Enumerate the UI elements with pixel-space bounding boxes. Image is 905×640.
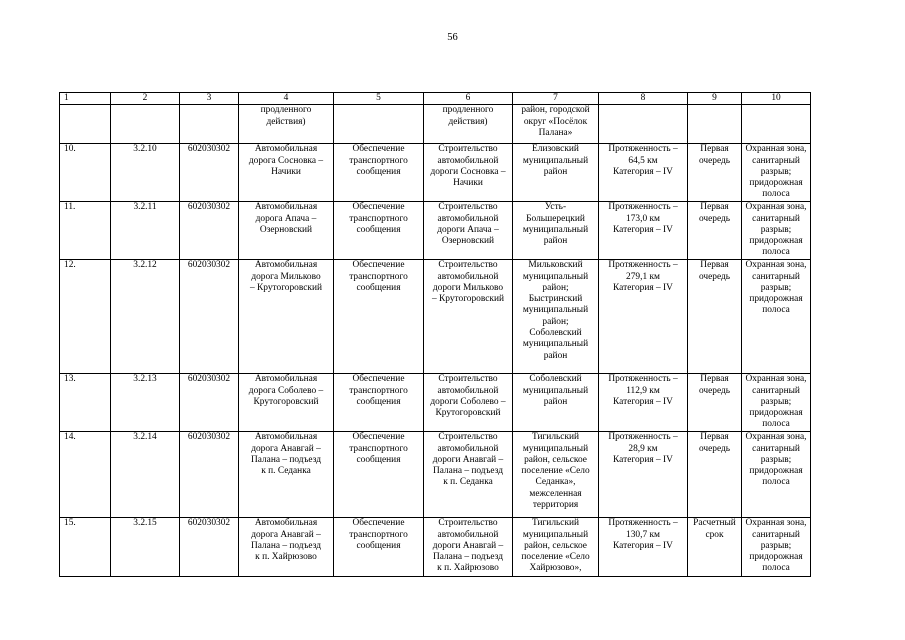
object-name-cell-line: Автомобильная bbox=[254, 202, 318, 213]
object-name-cell-line: дорога Мильково bbox=[251, 271, 321, 282]
location-cell-line: муниципальный bbox=[522, 155, 589, 166]
location-cell-line: район bbox=[543, 236, 568, 247]
continuation-cell bbox=[513, 105, 599, 144]
object-table bbox=[59, 92, 811, 577]
object-name-cell-line: Начики bbox=[271, 166, 301, 177]
id-cell: 602030302 bbox=[180, 202, 239, 260]
purpose-cell-line: транспортного bbox=[349, 213, 408, 224]
specs-cell-line: Протяженность – bbox=[608, 374, 678, 385]
zone-cell-line: полоса bbox=[762, 247, 790, 258]
purpose-cell-line: сообщения bbox=[356, 540, 401, 551]
specs-cell-line: Категория – IV bbox=[613, 540, 673, 551]
table-row bbox=[60, 260, 811, 374]
purpose-cell-line: Обеспечение bbox=[352, 202, 405, 213]
work-cell-line: автомобильной bbox=[437, 529, 499, 540]
work-cell-line: Строительство bbox=[438, 432, 498, 443]
code-cell: 3.2.15 bbox=[111, 518, 180, 577]
work-cell bbox=[424, 144, 513, 202]
column-number-header: 5 bbox=[334, 93, 424, 105]
table-row bbox=[60, 144, 811, 202]
specs-cell-line: Протяженность – bbox=[608, 518, 678, 529]
zone-cell bbox=[742, 518, 811, 577]
work-cell-line: – Крутогоровский bbox=[432, 294, 504, 305]
location-cell-line: район; bbox=[542, 282, 569, 293]
purpose-cell bbox=[334, 374, 424, 432]
specs-cell-line: 173,0 км bbox=[626, 213, 660, 224]
row-number-cell: 14. bbox=[60, 432, 111, 518]
location-cell-line: Быстринский bbox=[528, 294, 583, 305]
stage-cell bbox=[688, 202, 742, 260]
work-cell-line: дороги Сосновка – bbox=[430, 166, 506, 177]
zone-cell-line: санитарный bbox=[752, 155, 800, 166]
code-cell: 3.2.11 bbox=[111, 202, 180, 260]
work-cell-line: автомобильной bbox=[437, 443, 499, 454]
zone-cell-line: придорожная bbox=[749, 294, 803, 305]
location-cell bbox=[513, 202, 599, 260]
location-cell-line: Елизовский bbox=[532, 144, 579, 155]
location-cell-line: муниципальный bbox=[522, 271, 589, 282]
purpose-cell bbox=[334, 260, 424, 374]
work-cell-line: Строительство bbox=[438, 518, 498, 529]
purpose-cell-line: сообщения bbox=[356, 454, 401, 465]
zone-cell-line: придорожная bbox=[749, 466, 803, 477]
purpose-cell-line: Обеспечение bbox=[352, 518, 405, 529]
work-cell-line: к п. Хайрюзово bbox=[437, 563, 499, 574]
location-cell-line: Седанка», bbox=[535, 477, 576, 488]
zone-cell-line: Охранная зона, bbox=[745, 374, 807, 385]
zone-cell-line: санитарный bbox=[752, 271, 800, 282]
zone-cell-line: санитарный bbox=[752, 443, 800, 454]
continuation-cell bbox=[688, 105, 742, 144]
purpose-cell-line: Обеспечение bbox=[352, 260, 405, 271]
zone-cell-line: полоса bbox=[762, 477, 790, 488]
work-cell-line: дороги Апача – bbox=[437, 224, 499, 235]
id-cell: 602030302 bbox=[180, 260, 239, 374]
location-cell-line: муниципальный bbox=[522, 443, 589, 454]
continuation-row bbox=[60, 105, 811, 144]
work-cell bbox=[424, 202, 513, 260]
continuation-cell bbox=[424, 105, 513, 144]
specs-cell-line: Категория – IV bbox=[613, 166, 673, 177]
work-cell-line: дороги Анавгай – bbox=[432, 540, 504, 551]
specs-cell-line: 130,7 км bbox=[626, 529, 660, 540]
continuation-cell-line: продленного bbox=[442, 105, 494, 116]
location-cell-line: район, сельское bbox=[524, 454, 587, 465]
zone-cell-line: полоса bbox=[762, 563, 790, 574]
work-cell-line: дороги Соболево – bbox=[430, 396, 506, 407]
specs-cell-line: Категория – IV bbox=[613, 282, 673, 293]
object-name-cell-line: к п. Седанка bbox=[261, 466, 311, 477]
object-name-cell-line: Автомобильная bbox=[254, 518, 318, 529]
column-number-header: 4 bbox=[239, 93, 334, 105]
zone-cell-line: разрыв; bbox=[760, 224, 792, 235]
stage-cell bbox=[688, 144, 742, 202]
location-cell-line: Тигильский bbox=[531, 432, 580, 443]
work-cell-line: автомобильной bbox=[437, 385, 499, 396]
code-cell: 3.2.12 bbox=[111, 260, 180, 374]
stage-cell bbox=[688, 260, 742, 374]
specs-cell-line: 64,5 км bbox=[628, 155, 658, 166]
id-cell: 602030302 bbox=[180, 144, 239, 202]
stage-cell-line: очередь bbox=[698, 443, 731, 454]
specs-cell-line: Категория – IV bbox=[613, 454, 673, 465]
stage-cell-line: очередь bbox=[698, 385, 731, 396]
stage-cell-line: Первая bbox=[700, 374, 729, 385]
column-number-header: 10 bbox=[742, 93, 811, 105]
zone-cell-line: разрыв; bbox=[760, 454, 792, 465]
work-cell-line: дороги Мильково bbox=[432, 282, 504, 293]
location-cell-line: поселение «Село bbox=[521, 466, 590, 477]
specs-cell-line: Протяженность – bbox=[608, 432, 678, 443]
row-number-cell: 11. bbox=[60, 202, 111, 260]
purpose-cell-line: сообщения bbox=[356, 396, 401, 407]
specs-cell bbox=[599, 260, 688, 374]
location-cell-line: район; bbox=[542, 316, 569, 327]
purpose-cell-line: транспортного bbox=[349, 385, 408, 396]
column-number-header: 9 bbox=[688, 93, 742, 105]
zone-cell-line: Охранная зона, bbox=[745, 202, 807, 213]
object-name-cell-line: Палана – подъезд bbox=[250, 454, 322, 465]
code-cell: 3.2.14 bbox=[111, 432, 180, 518]
continuation-cell-line: Палана» bbox=[538, 127, 573, 138]
work-cell-line: дороги Анавгай – bbox=[432, 454, 504, 465]
column-number-header: 1 bbox=[60, 93, 111, 105]
stage-cell bbox=[688, 432, 742, 518]
column-number-header: 7 bbox=[513, 93, 599, 105]
row-number-cell: 15. bbox=[60, 518, 111, 577]
purpose-cell bbox=[334, 518, 424, 577]
location-cell-line: район bbox=[543, 396, 568, 407]
stage-cell-line: Первая bbox=[700, 202, 729, 213]
purpose-cell-line: транспортного bbox=[349, 271, 408, 282]
continuation-cell-line: район, городской bbox=[521, 105, 590, 116]
work-cell-line: Строительство bbox=[438, 144, 498, 155]
purpose-cell bbox=[334, 144, 424, 202]
specs-cell bbox=[599, 374, 688, 432]
table-row bbox=[60, 432, 811, 518]
specs-cell bbox=[599, 518, 688, 577]
object-name-cell-line: к п. Хайрюзово bbox=[255, 552, 317, 563]
table-row bbox=[60, 202, 811, 260]
stage-cell-line: срок bbox=[705, 529, 724, 540]
page-number: 56 bbox=[447, 32, 458, 43]
zone-cell-line: Охранная зона, bbox=[745, 518, 807, 529]
object-name-cell-line: Крутогоровский bbox=[253, 396, 319, 407]
object-name-cell-line: Палана – подъезд bbox=[250, 540, 322, 551]
object-name-cell-line: дорога Сосновка – bbox=[248, 155, 324, 166]
work-cell-line: Строительство bbox=[438, 260, 498, 271]
continuation-cell bbox=[111, 105, 180, 144]
specs-cell-line: 112,9 км bbox=[626, 385, 660, 396]
location-cell-line: Хайрюзово», bbox=[529, 563, 582, 574]
location-cell-line: район, сельское bbox=[524, 540, 587, 551]
stage-cell-line: Расчетный bbox=[693, 518, 736, 529]
zone-cell-line: придорожная bbox=[749, 178, 803, 189]
continuation-cell bbox=[599, 105, 688, 144]
zone-cell-line: санитарный bbox=[752, 529, 800, 540]
table-row bbox=[60, 518, 811, 577]
stage-cell-line: очередь bbox=[698, 155, 731, 166]
location-cell-line: Усть- bbox=[544, 202, 567, 213]
zone-cell-line: Охранная зона, bbox=[745, 144, 807, 155]
work-cell bbox=[424, 374, 513, 432]
id-cell: 602030302 bbox=[180, 374, 239, 432]
code-cell: 3.2.13 bbox=[111, 374, 180, 432]
location-cell bbox=[513, 432, 599, 518]
table-row bbox=[60, 374, 811, 432]
purpose-cell bbox=[334, 202, 424, 260]
object-name-cell bbox=[239, 518, 334, 577]
purpose-cell-line: транспортного bbox=[349, 155, 408, 166]
zone-cell-line: разрыв; bbox=[760, 396, 792, 407]
purpose-cell-line: Обеспечение bbox=[352, 144, 405, 155]
work-cell bbox=[424, 432, 513, 518]
purpose-cell-line: Обеспечение bbox=[352, 374, 405, 385]
continuation-cell bbox=[60, 105, 111, 144]
column-number-header: 3 bbox=[180, 93, 239, 105]
purpose-cell-line: сообщения bbox=[356, 224, 401, 235]
object-name-cell bbox=[239, 432, 334, 518]
column-number-header: 8 bbox=[599, 93, 688, 105]
specs-cell bbox=[599, 432, 688, 518]
location-cell-line: муниципальный bbox=[522, 224, 589, 235]
continuation-cell-line: действия) bbox=[448, 116, 488, 127]
work-cell-line: автомобильной bbox=[437, 213, 499, 224]
location-cell-line: Соболевский bbox=[529, 374, 582, 385]
continuation-cell bbox=[180, 105, 239, 144]
zone-cell-line: санитарный bbox=[752, 385, 800, 396]
zone-cell-line: придорожная bbox=[749, 408, 803, 419]
object-name-cell-line: дорога Соболево – bbox=[248, 385, 324, 396]
continuation-cell bbox=[334, 105, 424, 144]
row-number-cell: 10. bbox=[60, 144, 111, 202]
id-cell: 602030302 bbox=[180, 518, 239, 577]
object-name-cell-line: Озерновский bbox=[259, 224, 313, 235]
location-cell bbox=[513, 374, 599, 432]
purpose-cell-line: транспортного bbox=[349, 443, 408, 454]
object-name-cell-line: дорога Апача – bbox=[255, 213, 317, 224]
object-name-cell-line: дорога Анавгай – bbox=[251, 443, 321, 454]
location-cell-line: Мильковский bbox=[528, 260, 583, 271]
object-name-cell-line: Автомобильная bbox=[254, 260, 318, 271]
work-cell-line: Палана – подъезд bbox=[432, 466, 504, 477]
location-cell bbox=[513, 260, 599, 374]
purpose-cell-line: транспортного bbox=[349, 529, 408, 540]
location-cell bbox=[513, 518, 599, 577]
work-cell-line: Озерновский bbox=[441, 236, 495, 247]
zone-cell-line: Охранная зона, bbox=[745, 260, 807, 271]
location-cell-line: Большерецкий bbox=[526, 213, 585, 224]
object-name-cell-line: Автомобильная bbox=[254, 144, 318, 155]
object-name-cell-line: Автомобильная bbox=[254, 432, 318, 443]
object-name-cell bbox=[239, 144, 334, 202]
location-cell-line: Соболевский bbox=[529, 328, 582, 339]
specs-cell-line: Протяженность – bbox=[608, 260, 678, 271]
object-name-cell-line: – Крутогоровский bbox=[250, 282, 322, 293]
row-number-cell: 13. bbox=[60, 374, 111, 432]
continuation-cell-line: продленного bbox=[260, 105, 312, 116]
zone-cell bbox=[742, 260, 811, 374]
specs-cell-line: Протяженность – bbox=[608, 144, 678, 155]
specs-cell-line: Категория – IV bbox=[613, 224, 673, 235]
row-number-cell: 12. bbox=[60, 260, 111, 374]
object-name-cell bbox=[239, 202, 334, 260]
stage-cell-line: Первая bbox=[700, 432, 729, 443]
table-header-row bbox=[60, 93, 811, 105]
specs-cell-line: Протяженность – bbox=[608, 202, 678, 213]
work-cell-line: Крутогоровский bbox=[435, 408, 501, 419]
zone-cell-line: полоса bbox=[762, 419, 790, 430]
specs-cell-line: Категория – IV bbox=[613, 396, 673, 407]
code-cell: 3.2.10 bbox=[111, 144, 180, 202]
zone-cell-line: Охранная зона, bbox=[745, 432, 807, 443]
location-cell-line: муниципальный bbox=[522, 385, 589, 396]
specs-cell bbox=[599, 202, 688, 260]
work-cell-line: Строительство bbox=[438, 202, 498, 213]
continuation-cell bbox=[239, 105, 334, 144]
stage-cell bbox=[688, 374, 742, 432]
location-cell-line: район bbox=[543, 166, 568, 177]
stage-cell bbox=[688, 518, 742, 577]
object-name-cell-line: Автомобильная bbox=[254, 374, 318, 385]
work-cell-line: к п. Седанка bbox=[443, 477, 493, 488]
object-name-cell-line: дорога Анавгай – bbox=[251, 529, 321, 540]
work-cell-line: Палана – подъезд bbox=[432, 552, 504, 563]
location-cell-line: Тигильский bbox=[531, 518, 580, 529]
zone-cell bbox=[742, 374, 811, 432]
purpose-cell-line: сообщения bbox=[356, 282, 401, 293]
stage-cell-line: очередь bbox=[698, 271, 731, 282]
zone-cell bbox=[742, 202, 811, 260]
work-cell bbox=[424, 518, 513, 577]
stage-cell-line: Первая bbox=[700, 144, 729, 155]
work-cell-line: Строительство bbox=[438, 374, 498, 385]
specs-cell bbox=[599, 144, 688, 202]
zone-cell bbox=[742, 432, 811, 518]
purpose-cell bbox=[334, 432, 424, 518]
location-cell-line: поселение «Село bbox=[521, 552, 590, 563]
work-cell bbox=[424, 260, 513, 374]
zone-cell-line: санитарный bbox=[752, 213, 800, 224]
specs-cell-line: 279,1 км bbox=[626, 271, 660, 282]
zone-cell-line: разрыв; bbox=[760, 282, 792, 293]
location-cell-line: муниципальный bbox=[522, 529, 589, 540]
object-name-cell bbox=[239, 260, 334, 374]
column-number-header: 2 bbox=[111, 93, 180, 105]
zone-cell-line: придорожная bbox=[749, 236, 803, 247]
location-cell-line: территория bbox=[532, 500, 579, 511]
zone-cell-line: полоса bbox=[762, 305, 790, 316]
work-cell-line: Начики bbox=[453, 178, 483, 189]
location-cell-line: муниципальный bbox=[522, 339, 589, 350]
object-name-cell bbox=[239, 374, 334, 432]
work-cell-line: автомобильной bbox=[437, 271, 499, 282]
zone-cell-line: полоса bbox=[762, 189, 790, 200]
stage-cell-line: Первая bbox=[700, 260, 729, 271]
continuation-cell-line: действия) bbox=[266, 116, 306, 127]
continuation-cell bbox=[742, 105, 811, 144]
id-cell: 602030302 bbox=[180, 432, 239, 518]
location-cell-line: муниципальный bbox=[522, 305, 589, 316]
location-cell bbox=[513, 144, 599, 202]
stage-cell-line: очередь bbox=[698, 213, 731, 224]
purpose-cell-line: Обеспечение bbox=[352, 432, 405, 443]
location-cell-line: район bbox=[543, 350, 568, 361]
zone-cell-line: разрыв; bbox=[760, 540, 792, 551]
work-cell-line: автомобильной bbox=[437, 155, 499, 166]
zone-cell-line: придорожная bbox=[749, 552, 803, 563]
zone-cell bbox=[742, 144, 811, 202]
location-cell-line: межселенная bbox=[529, 488, 582, 499]
zone-cell-line: разрыв; bbox=[760, 166, 792, 177]
specs-cell-line: 28,9 км bbox=[628, 443, 658, 454]
column-number-header: 6 bbox=[424, 93, 513, 105]
continuation-cell-line: округ «Посёлок bbox=[523, 116, 588, 127]
purpose-cell-line: сообщения bbox=[356, 166, 401, 177]
